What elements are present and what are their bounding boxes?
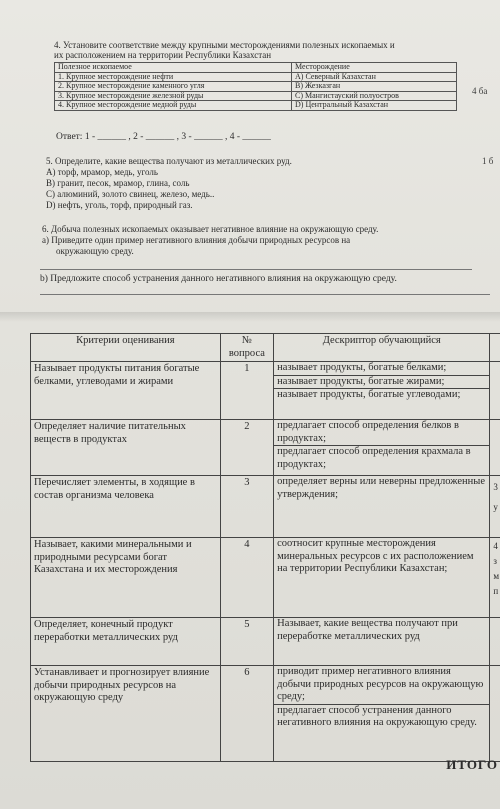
side-cell <box>490 362 500 420</box>
table-row <box>31 538 500 618</box>
table-row <box>31 618 500 666</box>
descriptor-item: называет продукты, богатые углеводами; <box>277 389 461 400</box>
task4-matching-table <box>54 62 457 111</box>
question-number: 1 <box>220 362 273 420</box>
side-cell <box>490 666 500 762</box>
descriptor-cell <box>274 666 490 762</box>
criteria-header-row <box>31 334 500 362</box>
task4-right-cell: C) Мангистауский полуостров <box>292 91 457 101</box>
task6-a-line2: окружающую среду. <box>56 246 134 256</box>
task5-score: 1 б <box>482 156 494 166</box>
descriptor-item: соотносит крупные месторождения минеральных ресурсов с их расположением на территории Республики Казахстан; <box>277 538 474 574</box>
total-label: ИТОГО <box>446 757 498 772</box>
header-criteria: Критерии оценивания <box>31 334 221 362</box>
task4-row <box>55 82 457 92</box>
task4-row <box>55 101 457 111</box>
answer-line[interactable] <box>40 294 490 295</box>
task4-col-right-header: Месторождение <box>292 63 457 73</box>
criterion-cell: Устанавливает и прогнозирует влияние добычи природных ресурсов на окружающую среду <box>31 666 221 762</box>
side-mark: з <box>493 556 497 566</box>
task6-title: 6. Добыча полезных ископаемых оказывает негативное влияние на окружающую среду. <box>42 224 379 234</box>
task5-option-c[interactable]: C) алюминий, золото свинец, железо, медь.. <box>46 189 215 199</box>
task4-answer-line[interactable]: Ответ: 1 - ______ , 2 - ______ , 3 - ______ , 4 - ______ <box>56 132 271 142</box>
paper-fold <box>0 312 500 322</box>
task5-title: 5. Определите, какие вещества получают из металлических руд. <box>46 156 292 166</box>
table-row <box>31 666 500 762</box>
task4-title-line1: 4. Установите соответствие между крупными месторождениями полезных ископаемых и <box>54 40 395 50</box>
side-cell <box>490 476 500 538</box>
task4-left-cell: 1. Крупное месторождение нефти <box>55 72 292 82</box>
criterion-cell: Определяет, конечный продукт переработки металлических руд <box>31 618 221 666</box>
question-number: 3 <box>220 476 273 538</box>
descriptor-item: называет продукты, богатые жирами; <box>274 376 489 390</box>
task4-left-cell: 4. Крупное месторождение медной руды <box>55 101 292 111</box>
descriptor-item: приводит пример негативного влияния добычи природных ресурсов на окружающую среду; <box>274 666 489 705</box>
side-mark: 3 <box>493 482 498 492</box>
side-mark: п <box>493 586 499 596</box>
task5-option-b[interactable]: B) гранит, песок, мрамор, глина, соль <box>46 178 190 188</box>
task5-option-a[interactable]: A) торф, мрамор, медь, уголь <box>46 167 158 177</box>
descriptor-cell <box>274 420 490 476</box>
descriptor-item: Называет, какие вещества получают при переработке металлических руд <box>277 618 458 642</box>
task4-left-cell: 2. Крупное месторождение каменного угля <box>55 82 292 92</box>
task6-a-line1: a) Приведите один пример негативного влияния добычи природных ресурсов на <box>42 235 351 245</box>
descriptor-cell <box>274 476 490 538</box>
criterion-cell: Определяет наличие питательных веществ в продуктах <box>31 420 221 476</box>
question-number: 4 <box>220 538 273 618</box>
task6-b: b) Предложите способ устранения данного негативного влияния на окружающую среду. <box>40 274 397 284</box>
task4-right-cell: D) Центральный Казахстан <box>292 101 457 111</box>
side-mark: у <box>493 502 498 512</box>
descriptor-cell <box>274 618 490 666</box>
table-row <box>31 362 500 420</box>
task4-title-line2: их расположением на территории Республики Казахстан <box>54 50 272 60</box>
criterion-cell: Перечисляет элементы, в ходящие в состав организма человека <box>31 476 221 538</box>
criterion-cell: Называет продукты питания богатые белками, углеводами и жирами <box>31 362 221 420</box>
task5-option-d[interactable]: D) нефть, уголь, торф, природный газ. <box>46 200 193 210</box>
question-number: 5 <box>220 618 273 666</box>
descriptor-item: называет продукты, богатые белками; <box>274 362 489 376</box>
criteria-table <box>30 333 500 762</box>
task4-score: 4 ба <box>472 86 488 96</box>
side-mark: м <box>493 571 500 581</box>
side-mark: 4 <box>493 541 498 551</box>
descriptor-item: предлагает способ определения белков в продуктах; <box>274 420 489 446</box>
task4-col-left-header: Полезное ископаемое <box>55 63 292 73</box>
question-number: 2 <box>220 420 273 476</box>
descriptor-item: определяет верны или неверны предложенные утверждения; <box>277 476 485 500</box>
descriptor-cell <box>274 538 490 618</box>
table-row <box>31 420 500 476</box>
criterion-cell: Называет, какими минеральными и природными ресурсами богат Казахстана и их месторождения <box>31 538 221 618</box>
header-descriptor: Дескриптор обучающийся <box>274 334 490 362</box>
question-number: 6 <box>220 666 273 762</box>
answer-line[interactable] <box>40 269 472 270</box>
side-cell <box>490 538 500 618</box>
task4-left-cell: 3. Крупное месторождение железной руды <box>55 91 292 101</box>
task4-right-cell: B) Жезказган <box>292 82 457 92</box>
header-side <box>490 334 500 362</box>
descriptor-item: предлагает способ определения крахмала в продуктах; <box>277 446 471 470</box>
descriptor-cell <box>274 362 490 420</box>
descriptor-item: предлагает способ устранения данного негативного влияния на окружающую среду. <box>277 704 477 728</box>
table-row <box>31 476 500 538</box>
header-number: № вопроса <box>220 334 273 362</box>
side-cell <box>490 420 500 476</box>
side-cell <box>490 618 500 666</box>
task4-right-cell: A) Северный Казахстан <box>292 72 457 82</box>
